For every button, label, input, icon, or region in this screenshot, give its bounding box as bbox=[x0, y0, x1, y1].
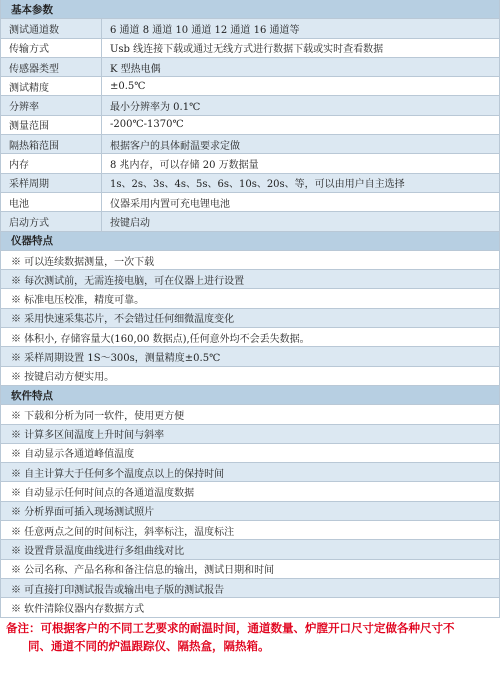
section-basic-header bbox=[0, 0, 500, 19]
list-item: ※ 任意两点之间的时间标注，斜率标注，温度标注 bbox=[0, 521, 500, 540]
section-instrument-header bbox=[0, 232, 500, 251]
list-item: ※ 标准电压校准，精度可靠。 bbox=[0, 289, 500, 308]
basic-params-table bbox=[0, 19, 500, 231]
remark-line-2: 同、通道不同的炉温跟踪仪、隔热盒，隔热箱。 bbox=[28, 638, 270, 653]
list-item: ※ 可以连续数据测量，一次下载 bbox=[0, 251, 500, 270]
section-title: 基本参数 bbox=[11, 3, 53, 16]
remark-line-1: 备注：可根据客户的不同工艺要求的耐温时间，通道数量、炉膛开口尺寸定做各种尺寸不 bbox=[6, 620, 455, 635]
param-name: 启动方式 bbox=[1, 212, 102, 230]
list-item: ※ 软件清除仪器内存数据方式 bbox=[0, 598, 500, 617]
remark-note bbox=[0, 618, 500, 655]
section-title: 软件特点 bbox=[11, 389, 53, 402]
list-item: ※ 设置背景温度曲线进行多组曲线对比 bbox=[0, 540, 500, 559]
section-title: 仪器特点 bbox=[11, 235, 53, 248]
param-name: 电池 bbox=[1, 193, 102, 211]
section-software-header bbox=[0, 386, 500, 405]
instrument-features-list bbox=[0, 251, 500, 386]
param-value: 根据客户的具体耐温要求定做 bbox=[110, 140, 240, 152]
table-row bbox=[0, 212, 500, 231]
table-row bbox=[0, 19, 500, 38]
param-name: 测试通道数 bbox=[1, 19, 102, 37]
list-item: ※ 每次测试前，无需连接电脑，可在仪器上进行设置 bbox=[0, 270, 500, 289]
param-value: Usb 线连接下载或通过无线方式进行数据下载或实时查看数据 bbox=[110, 44, 384, 56]
param-name: 测试精度 bbox=[1, 77, 102, 95]
param-name: 隔热箱范围 bbox=[1, 135, 102, 153]
list-item: ※ 下载和分析为同一软件，使用更方便 bbox=[0, 405, 500, 424]
param-value: 按键启动 bbox=[110, 217, 150, 229]
table-row bbox=[0, 154, 500, 173]
param-name: 内存 bbox=[1, 154, 102, 172]
param-name: 传感器类型 bbox=[1, 58, 102, 76]
param-name: 分辨率 bbox=[1, 96, 102, 114]
param-value: -200℃-1370℃ bbox=[110, 119, 184, 131]
param-value: 8 兆内存，可以存储 20 万数据量 bbox=[110, 160, 259, 172]
list-item: ※ 采样周期设置 1S～300s，测量精度±0.5℃ bbox=[0, 347, 500, 366]
param-value: ±0.5℃ bbox=[110, 80, 146, 92]
table-row bbox=[0, 135, 500, 154]
table-row bbox=[0, 58, 500, 77]
param-value: 1s、2s、3s、4s、5s、6s、10s、20s、等，可以由用户自主选择 bbox=[110, 179, 405, 191]
list-item: ※ 自动显示各通道峰值温度 bbox=[0, 444, 500, 463]
table-row bbox=[0, 39, 500, 58]
list-item: ※ 体积小, 存储容量大(160,00 数据点),任何意外均不会丢失数据。 bbox=[0, 328, 500, 347]
table-row bbox=[0, 174, 500, 193]
list-item: ※ 分析界面可插入现场测试照片 bbox=[0, 502, 500, 521]
list-item: ※ 计算多区间温度上升时间与斜率 bbox=[0, 425, 500, 444]
table-row bbox=[0, 96, 500, 115]
table-row bbox=[0, 116, 500, 135]
list-item: ※ 可直接打印测试报告或输出电子版的测试报告 bbox=[0, 579, 500, 598]
param-value: 最小分辨率为 0.1℃ bbox=[110, 102, 201, 114]
list-item: ※ 采用快速采集芯片，不会错过任何细微温度变化 bbox=[0, 309, 500, 328]
param-name: 采样周期 bbox=[1, 174, 102, 192]
param-name: 测量范围 bbox=[1, 116, 102, 134]
list-item: ※ 自动显示任何时间点的各通道温度数据 bbox=[0, 482, 500, 501]
param-value: 仪器采用内置可充电锂电池 bbox=[110, 198, 230, 210]
param-value: K 型热电偶 bbox=[110, 63, 161, 75]
software-features-list bbox=[0, 405, 500, 617]
list-item: ※ 公司名称、产品名称和备注信息的输出，测试日期和时间 bbox=[0, 560, 500, 579]
list-item: ※ 按键启动方便实用。 bbox=[0, 367, 500, 386]
param-name: 传输方式 bbox=[1, 39, 102, 57]
table-row bbox=[0, 193, 500, 212]
param-value: 6 通道 8 通道 10 通道 12 通道 16 通道等 bbox=[110, 24, 300, 36]
list-item: ※ 自主计算大于任何多个温度点以上的保持时间 bbox=[0, 463, 500, 482]
table-row bbox=[0, 77, 500, 96]
